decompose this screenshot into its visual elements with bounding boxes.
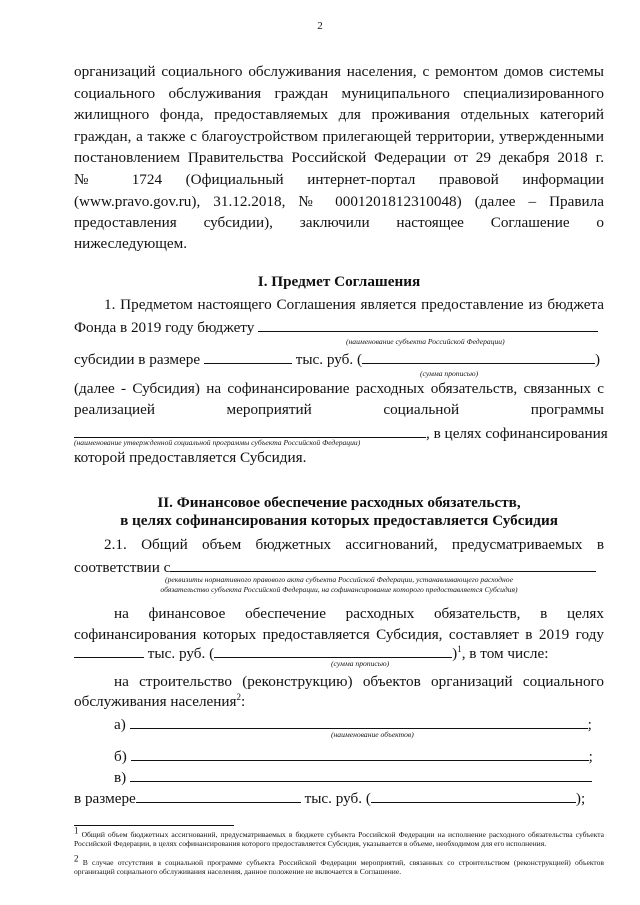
footnote-2-text: В случае отсутствия в социальной программе субъекта Российской Федерации мероприятий, связанных со строительством (реконструкцией) объектов организаций социального обслуживания населения, данное положение не включается в Соглашение.: [74, 858, 605, 876]
hint-objects: (наименование объектов): [331, 730, 414, 739]
intro-line-3: жилищного фонда, предоставляемых для проживания отдельных категорий: [74, 106, 604, 123]
footnote-1: [74, 825, 604, 848]
subsidy-label: субсидии в размере: [74, 351, 201, 368]
amount-thousand-rub: тыс. руб. (: [304, 790, 371, 807]
construction-colon: :: [241, 693, 246, 710]
hint-subject-name: (наименование субъекта Российской Федерации): [346, 337, 505, 346]
object-b-field[interactable]: [131, 746, 589, 761]
intro-line-5: постановлением Правительства Российской Федерации от 29 декабря 2018 г.: [74, 149, 604, 166]
s1-line-a: (далее - Субсидия) на софинансирование расходных обязательств, связанных с: [74, 380, 604, 397]
intro-line-4: граждан, а также с благоустройством прилегающей территории, утвержденными: [74, 128, 604, 145]
amount-end: );: [575, 790, 586, 807]
section-2-title-1: II. Финансовое обеспечение расходных обязательств,: [157, 494, 521, 511]
hint-legal-act-1: (реквизиты нормативного правового акта субъекта Российской Федерации, устанавливающего расходное: [165, 575, 513, 584]
s2-construction-line1: на строительство (реконструкцию) объектов организаций социального: [114, 673, 604, 690]
population-service-text: обслуживания населения: [74, 693, 237, 710]
hint-amount-words-2: (сумма прописью): [331, 659, 390, 668]
program-name-field[interactable]: [74, 423, 426, 438]
footnote-ref-1[interactable]: 1: [457, 643, 462, 654]
object-a-field[interactable]: [130, 714, 588, 729]
subsidy-amount-words-field[interactable]: [362, 349, 595, 364]
objects-amount-words-field[interactable]: [371, 788, 576, 803]
item-v-label: в): [114, 769, 127, 786]
page-number: 2: [317, 20, 323, 32]
intro-line-9: нижеследующем.: [74, 235, 188, 252]
close-paren: ): [595, 351, 601, 368]
s1-fond-text: Фонда в 2019 году бюджету: [74, 319, 255, 336]
including-text: , в том числе:: [461, 645, 549, 662]
legal-act-field[interactable]: [170, 557, 596, 572]
subject-name-field[interactable]: [258, 317, 598, 332]
footnote-ref-2[interactable]: 2: [236, 691, 242, 702]
s2-p21-line3: на финансовое обеспечение расходных обязательств, в целях: [114, 605, 604, 622]
footnote-1-text: Общий объем бюджетных ассигнований, предусматриваемых в бюджете субъекта Российской Федерации на исполнение расходного обязательства субъекта Российской Федерации, в целях софинансирования которого предоставляется Субсидия, указывается в объеме, необходимом для его исполнения.: [74, 830, 604, 848]
intro-line-1: организаций социального обслуживания населения, с ремонтом домов системы: [74, 63, 604, 80]
s1-line-d: которой предоставляется Субсидия.: [74, 449, 307, 466]
hint-program-name: (наименование утвержденной социальной программы субъекта Российской Федерации): [74, 438, 361, 447]
s2-p21-line2: [74, 557, 604, 577]
total-amount-words-field[interactable]: [214, 643, 452, 658]
total-close-paren: ): [452, 645, 458, 662]
footnote-1-mark: 1: [74, 825, 79, 836]
accordance-text: соответствии с: [74, 559, 171, 576]
cofinancing-text: , в целях софинансирования: [426, 425, 608, 442]
s1-subsidy-line: [74, 349, 604, 369]
subsidy-amount-field[interactable]: [204, 349, 292, 364]
footnote-2: [74, 853, 605, 876]
amount-label: в размере: [74, 790, 136, 807]
s1-line-b: реализацией мероприятий социальной программы: [74, 401, 604, 418]
intro-line-6: № 1724 (Официальный интернет-портал правовой информации: [74, 171, 604, 188]
footnote-separator: [74, 825, 234, 826]
item-a-semicolon: ;: [587, 716, 592, 733]
intro-line-2: социального обслуживания граждан муниципального специализированного: [74, 85, 604, 102]
objects-amount-field[interactable]: [136, 788, 301, 803]
s2-construction-line2: [74, 693, 604, 711]
item-b-semicolon: ;: [588, 748, 593, 765]
section-1-title: I. Предмет Соглашения: [257, 273, 421, 290]
s1-p1-line2: [74, 317, 604, 337]
object-item-v: [114, 767, 604, 787]
object-item-b: [114, 746, 604, 766]
item-a-label: а): [114, 716, 126, 733]
s2-p21-line1: 2.1. Общий объем бюджетных ассигнований, предусматриваемых в: [104, 536, 604, 553]
item-b-label: б): [114, 748, 127, 765]
total-thousand-rub: тыс. руб. (: [147, 645, 215, 662]
intro-line-7: (www.pravo.gov.ru), 31.12.2018, № 0001201812310048) (далее – Правила: [74, 193, 604, 210]
total-amount-field[interactable]: [74, 643, 144, 658]
footnote-2-mark: 2: [74, 853, 79, 864]
intro-line-8: предоставления субсидии), заключили настоящее Соглашение о: [74, 214, 604, 231]
s2-p21-line4: софинансирования которых предоставляется Субсидия, составляет в 2019 году: [74, 626, 604, 643]
section-2-title-2: в целях софинансирования которых предоставляется Субсидия: [120, 512, 558, 529]
s1-p1-line1: 1. Предметом настоящего Соглашения является предоставление из бюджета: [104, 296, 604, 313]
object-v-field[interactable]: [130, 767, 592, 782]
hint-amount-words: (сумма прописью): [420, 369, 479, 378]
hint-legal-act-2: обязательство субъекта Российской Федерации, на софинансирование которого предоставляется Субсидия): [160, 585, 518, 594]
thousand-rub-label: тыс. руб. (: [295, 351, 363, 368]
amount-line: [74, 788, 604, 808]
